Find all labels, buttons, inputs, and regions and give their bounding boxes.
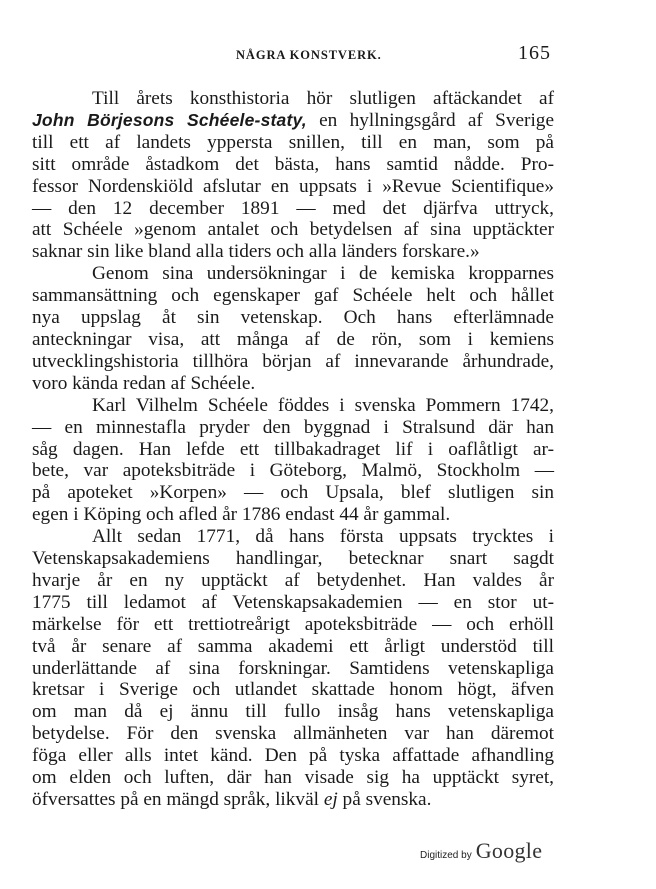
text-run: föga eller alls intet känd. Den på tyska affattade afhandling (32, 745, 554, 767)
text-line (32, 526, 554, 548)
text-line (32, 745, 554, 767)
paragraph (32, 395, 554, 526)
text-line (32, 351, 554, 373)
text-run: betydelse. För den svenska allmänheten var han däremot (32, 723, 554, 745)
text-line (32, 482, 554, 504)
running-head (0, 40, 656, 64)
text-run: sitt område åstadkom det bästa, hans samtid nådde. Pro- (32, 153, 554, 175)
text-run: en hyllningsgård af Sverige (306, 109, 554, 131)
text-line (32, 219, 554, 241)
text-run: Till årets konsthistoria hör slutligen aftäckandet af (92, 88, 554, 109)
text-run: utvecklingshistoria tillhöra början af innevarande århundrade, (32, 350, 554, 372)
text-run: nya uppslag åt sin vetenskap. Och hans efterlämnade (32, 307, 554, 329)
text-line (32, 154, 554, 176)
text-line (32, 395, 554, 417)
text-line (32, 767, 554, 789)
digitized-footer (420, 838, 542, 868)
text-line (32, 263, 554, 285)
italic-word: ej (323, 789, 338, 810)
text-run: voro kända redan af Schéele. (32, 372, 256, 394)
text-line (32, 658, 554, 680)
running-title: NÅGRA KONSTVERK. (236, 48, 382, 62)
text-line (32, 701, 554, 723)
digitized-by-label: Digitized by (420, 850, 472, 861)
text-run: på svenska. (337, 789, 432, 810)
text-line (32, 110, 554, 132)
text-run: om man då ej ännu till fullo insåg hans vetenskapliga (32, 701, 554, 723)
paragraph (32, 526, 554, 811)
text-line (32, 241, 554, 263)
text-line (32, 570, 554, 592)
paragraph (32, 88, 554, 263)
text-line (32, 548, 554, 570)
text-line (32, 417, 554, 439)
text-run: två år senare af samma akademi ett årligt understöd till (32, 635, 554, 657)
text-run: om elden och luften, där han visade sig ha upptäckt syret, (32, 767, 554, 789)
text-line (32, 636, 554, 658)
text-run: till ett af landets yppersta snillen, till en man, som på (32, 131, 554, 153)
text-line (32, 723, 554, 745)
text-line (32, 439, 554, 461)
text-line (32, 592, 554, 614)
text-line (32, 198, 554, 220)
body-text (32, 88, 554, 811)
text-run: på apoteket »Korpen» — och Upsala, blef slutligen sin (32, 482, 554, 504)
paragraph (32, 263, 554, 394)
text-run: sammansättning och egenskaper gaf Schéele helt och hållet (32, 285, 554, 307)
text-run: 1775 till ledamot af Vetenskapsakademien — en stor ut- (32, 591, 554, 613)
text-run: att Schéele »genom antalet och betydelsen af sina upptäckter (32, 219, 554, 241)
text-run: Karl Vilhelm Schéele föddes i svenska Pommern 1742, (92, 394, 554, 416)
text-line (32, 132, 554, 154)
text-run: Allt sedan 1771, då hans första uppsats trycktes i (92, 526, 554, 548)
google-wordmark: Google (475, 838, 543, 863)
sculptor-statue-name: John Börjesons Schéele-staty, (32, 109, 307, 130)
text-run: egen i Köping och afled år 1786 endast 44 år gammal. (32, 504, 451, 526)
text-run: — en minnestafla pryder den byggnad i Stralsund där han (32, 416, 554, 438)
text-run: underlättande af sina forskningar. Samtidens vetenskapliga (32, 657, 554, 679)
text-run: anteckningar visa, att många af de rön, som i kemiens (32, 328, 554, 350)
text-line (32, 88, 554, 110)
text-line (32, 373, 554, 395)
text-run: hvarje år en ny upptäckt af betydenhet. Han valdes år (32, 569, 554, 591)
text-line (32, 614, 554, 636)
text-run: — den 12 december 1891 — med det djärfva uttryck, (32, 197, 554, 219)
text-line (32, 679, 554, 701)
text-run: fessor Nordenskiöld afslutar en uppsats i »Revue Scientifique» (32, 175, 554, 197)
text-line (32, 285, 554, 307)
text-line (32, 789, 554, 811)
text-run: öfversattes på en mängd språk, likväl (32, 789, 324, 810)
text-line (32, 460, 554, 482)
text-run: kretsar i Sverige och utlandet skattade honom högt, äfven (32, 679, 554, 701)
text-run: märkelse för ett trettiotreårigt apoteksbiträde — och erhöll (32, 613, 554, 635)
text-run: såg dagen. Han lefde ett tillbakadraget lif i oaflåtligt ar- (32, 438, 554, 460)
text-run: Genom sina undersökningar i de kemiska kropparnes (92, 263, 554, 285)
text-run: bete, var apoteksbiträde i Göteborg, Malmö, Stockholm — (32, 460, 554, 482)
text-line (32, 504, 554, 526)
text-run: Vetenskapsakademiens handlingar, betecknar snart sagdt (32, 548, 554, 570)
text-line (32, 176, 554, 198)
text-run: saknar sin like bland alla tiders och alla länders forskare.» (32, 241, 480, 263)
text-line (32, 329, 554, 351)
text-line (32, 307, 554, 329)
page-number: 165 (518, 42, 551, 64)
